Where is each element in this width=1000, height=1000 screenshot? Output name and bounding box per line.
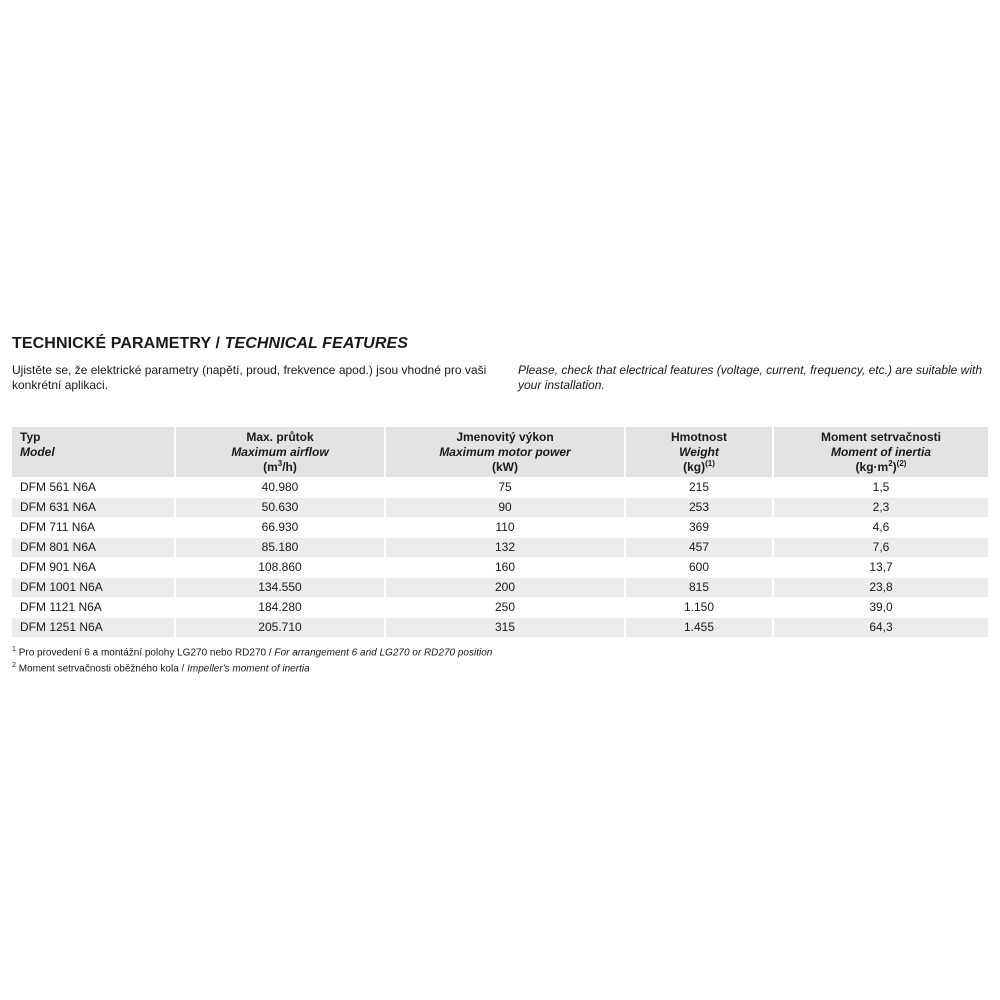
- cell-airflow: 50.630: [176, 497, 386, 517]
- cell-inertia: 39,0: [774, 597, 988, 617]
- footnote-ref-1: (1): [705, 459, 715, 468]
- header-inertia-en: Moment of inertia: [830, 445, 931, 459]
- header-inertia-cz: Moment setrvačnosti: [820, 430, 942, 444]
- column-header-airflow: [176, 427, 386, 477]
- footnote-mark-1: 1: [12, 646, 16, 653]
- section-title: [12, 333, 988, 355]
- cell-airflow: 108.860: [176, 557, 386, 577]
- cell-weight: 600: [626, 557, 774, 577]
- column-header-inertia: [774, 427, 988, 477]
- cell-model: DFM 1251 N6A: [12, 617, 176, 637]
- cell-weight: 215: [626, 477, 774, 497]
- header-weight-unit: (kg)$^{(1)}$: [683, 459, 715, 474]
- cell-power: 132: [386, 537, 626, 557]
- header-weight-cz: Hmotnost: [671, 430, 727, 444]
- header-power-cz: Jmenovitý výkon: [456, 430, 554, 444]
- header-airflow-cz: Max. průtok: [246, 430, 314, 444]
- footnote-2: [12, 659, 492, 675]
- cell-inertia: 23,8: [774, 577, 988, 597]
- header-airflow-en: Maximum airflow: [231, 445, 329, 459]
- cell-model: DFM 901 N6A: [12, 557, 176, 577]
- footnote-1-cz: Pro provedení 6 a montážní polohy LG270 nebo RD270 /: [18, 647, 275, 659]
- header-power-unit: (kW): [492, 460, 518, 474]
- column-header-weight: [626, 427, 774, 477]
- cell-power: 90: [386, 497, 626, 517]
- cell-model: DFM 1001 N6A: [12, 577, 176, 597]
- table-row: [12, 597, 988, 617]
- cell-inertia: 7,6: [774, 537, 988, 557]
- cell-airflow: 85.180: [176, 537, 386, 557]
- table-row: [12, 517, 988, 537]
- cell-airflow: 40.980: [176, 477, 386, 497]
- intro-text-cz: Ujistěte se, že elektrické parametry (napětí, proud, frekvence apod.) jsou vhodné pro vaši konkrétní aplikaci.: [12, 363, 487, 392]
- cell-model: DFM 801 N6A: [12, 537, 176, 557]
- cell-model: DFM 1121 N6A: [12, 597, 176, 617]
- cell-weight: 815: [626, 577, 774, 597]
- cell-weight: 1.150: [626, 597, 774, 617]
- technical-features-section: [12, 333, 988, 675]
- header-model-cz: Typ: [20, 430, 41, 444]
- cell-power: 250: [386, 597, 626, 617]
- cell-weight: 457: [626, 537, 774, 557]
- footnote-2-cz: Moment setrvačnosti oběžného kola /: [18, 663, 188, 675]
- cell-model: DFM 561 N6A: [12, 477, 176, 497]
- table-row: [12, 537, 988, 557]
- cell-power: 75: [386, 477, 626, 497]
- cell-power: 315: [386, 617, 626, 637]
- cell-weight: 253: [626, 497, 774, 517]
- title-en: TECHNICAL FEATURES: [224, 335, 409, 352]
- cell-power: 200: [386, 577, 626, 597]
- intro-paragraphs: [12, 363, 988, 395]
- cell-inertia: 2,3: [774, 497, 988, 517]
- footnote-ref-2: (2): [896, 459, 907, 468]
- table-row: [12, 617, 988, 637]
- header-power-en: Maximum motor power: [439, 445, 571, 459]
- cell-power: 110: [386, 517, 626, 537]
- table-body: [12, 477, 988, 637]
- cell-power: 160: [386, 557, 626, 577]
- header-model-en: Model: [20, 445, 55, 459]
- cell-weight: 1.455: [626, 617, 774, 637]
- cell-airflow: 134.550: [176, 577, 386, 597]
- cell-weight: 369: [626, 517, 774, 537]
- table-row: [12, 497, 988, 517]
- cell-inertia: 1,5: [774, 477, 988, 497]
- technical-features-table: [12, 427, 988, 637]
- footnote-1-en: For arrangement 6 and LG270 or RD270 position: [274, 647, 493, 659]
- cell-inertia: 64,3: [774, 617, 988, 637]
- header-airflow-unit: $(m^3/h)$: [263, 459, 297, 474]
- header-inertia-unit: $(kg\cdot m^2)^{(2)}$: [855, 459, 907, 474]
- cell-inertia: 4,6: [774, 517, 988, 537]
- table-header-row: [12, 427, 988, 477]
- table-row: [12, 477, 988, 497]
- title-cz: TECHNICKÉ PARAMETRY: [12, 335, 211, 352]
- table-row: [12, 577, 988, 597]
- footnote-mark-2: 2: [12, 662, 16, 670]
- cell-model: DFM 631 N6A: [12, 497, 176, 517]
- table-row: [12, 557, 988, 577]
- intro-text-en: Please, check that electrical features (voltage, current, frequency, etc.) are suitable with your installation.: [518, 363, 983, 392]
- footnote-2-en: Impeller's moment of inertia: [187, 663, 310, 675]
- column-header-power: [386, 427, 626, 477]
- cell-model: DFM 711 N6A: [12, 517, 176, 537]
- header-weight-en: Weight: [679, 445, 719, 459]
- footnote-1: [12, 643, 492, 659]
- cell-inertia: 13,7: [774, 557, 988, 577]
- cell-airflow: 205.710: [176, 617, 386, 637]
- cell-airflow: 184.280: [176, 597, 386, 617]
- cell-airflow: 66.930: [176, 517, 386, 537]
- title-separator: /: [210, 335, 225, 352]
- footnotes: [12, 643, 492, 676]
- column-header-model: [12, 427, 176, 477]
